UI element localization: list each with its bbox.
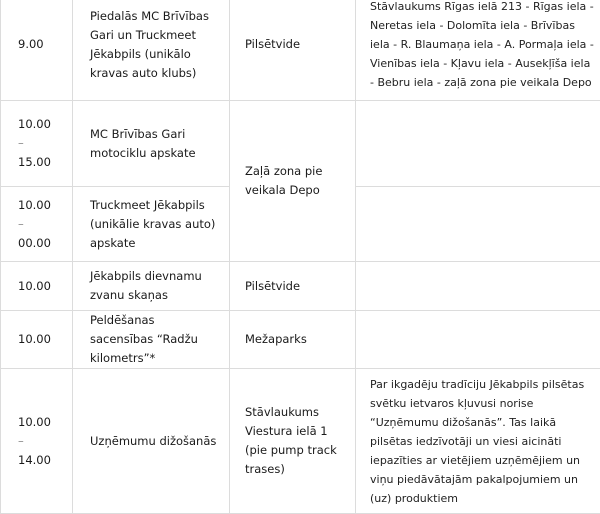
event-text: Piedalās MC Brīvības Gari un Truckmeet Jēkabpils (unikālo kravas auto klubs) xyxy=(73,7,229,83)
time-cell xyxy=(1,187,73,262)
description-cell xyxy=(356,101,600,187)
place-text: Pilsētvide xyxy=(230,35,355,54)
description-cell xyxy=(356,0,600,101)
description-text: Par ikgadēju tradīciju Jēkabpils pilsētas svētku ietvaros kļuvusi norise “Uzņēmumu dižošanās”. Tas laikā pilsētas iedzīvotāji un viesi aicināti iepazīties ar vietējiem uzņēmējiem un viņu piedāvātajām pakalpojumiem un (uz) produktiem xyxy=(356,369,600,508)
time-end-text: 00.00 xyxy=(18,234,66,253)
time-start-text: 10.00 xyxy=(18,413,66,432)
place-text: Pilsētvide xyxy=(230,277,355,296)
event-cell xyxy=(73,262,230,311)
place-text: Stāvlaukums Viestura ielā 1 (pie pump track trases) xyxy=(230,403,355,479)
event-text: Peldēšanas sacensības “Radžu kilometrs”* xyxy=(73,311,229,368)
time-text: 10.00 xyxy=(1,277,72,296)
table-row xyxy=(1,101,600,187)
time-end-text: 15.00 xyxy=(18,153,66,172)
event-cell xyxy=(73,0,230,101)
table-row xyxy=(1,0,600,101)
time-dash: – xyxy=(18,215,66,234)
place-cell xyxy=(230,0,356,101)
place-cell xyxy=(230,262,356,311)
time-cell xyxy=(1,0,73,101)
place-cell xyxy=(230,101,356,262)
event-text: Uzņēmumu dižošanās xyxy=(73,432,229,451)
table-row xyxy=(1,311,600,369)
time-text: 10.00 xyxy=(1,330,72,349)
event-text: Jēkabpils dievnamu zvanu skaņas xyxy=(73,267,229,305)
description-cell xyxy=(356,369,600,514)
time-cell xyxy=(1,311,73,369)
time-cell xyxy=(1,101,73,187)
event-text: MC Brīvības Gari motociklu apskate xyxy=(73,125,229,163)
event-cell xyxy=(73,311,230,369)
place-text: Mežaparks xyxy=(230,330,355,349)
time-end-text: 14.00 xyxy=(18,451,66,470)
description-text: Stāvlaukums Rīgas ielā 213 - Rīgas iela - Neretas iela - Dolomīta iela - Brīvības iela - R. Blaumaņa iela - A. Pormaļa iela - Vienības iela - Kļavu iela - Ausekļīša iela - Bebru iela - zaļā zona pie veikala Depo xyxy=(356,0,600,92)
time-text: 9.00 xyxy=(1,35,72,54)
place-cell xyxy=(230,311,356,369)
time-cell xyxy=(1,262,73,311)
event-cell xyxy=(73,369,230,514)
time-start-text: 10.00 xyxy=(18,115,66,134)
event-text: Truckmeet Jēkabpils (unikālie kravas auto) apskate xyxy=(73,196,229,253)
time-start-text: 10.00 xyxy=(18,196,66,215)
table-row xyxy=(1,369,600,514)
event-cell xyxy=(73,101,230,187)
description-cell xyxy=(356,262,600,311)
place-text: Zaļā zona pie veikala Depo xyxy=(230,162,355,200)
time-dash: – xyxy=(18,134,66,153)
place-cell xyxy=(230,369,356,514)
table-row xyxy=(1,262,600,311)
time-dash: – xyxy=(18,432,66,451)
time-cell xyxy=(1,369,73,514)
description-cell xyxy=(356,187,600,262)
event-cell xyxy=(73,187,230,262)
description-cell xyxy=(356,311,600,369)
